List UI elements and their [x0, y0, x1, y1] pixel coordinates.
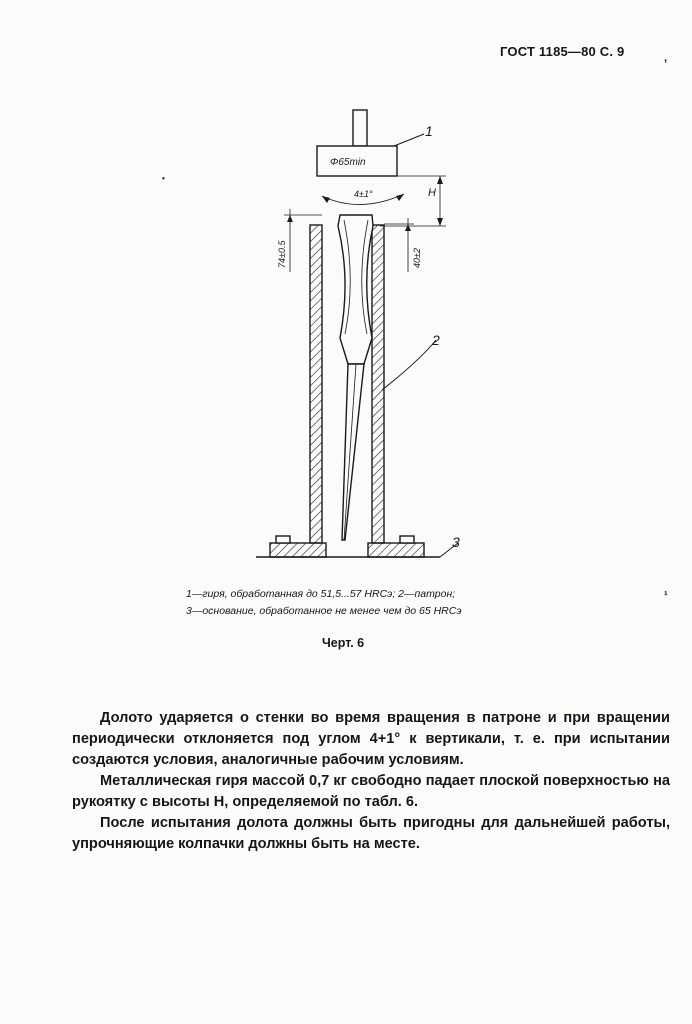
paragraph: После испытания долота должны быть пригодны для дальнейшей работы, упрочняющие колпачки должны быть на месте. — [72, 815, 670, 852]
figure-caption — [186, 586, 606, 620]
figure-title: Черт. 6 — [322, 636, 365, 650]
dim-right-label: 40±2 — [412, 248, 422, 268]
caption-line: 1—гиря, обработанная до 51,5...57 HRCэ; 2—патрон; — [186, 588, 456, 600]
body-text — [72, 708, 670, 855]
stray-mark: ¹ — [664, 590, 668, 602]
caption-line: 3—основание, обработанное не менее чем до 65 HRCэ — [186, 605, 462, 617]
height-H-label: H — [428, 187, 436, 199]
callout-1: 1 — [425, 123, 433, 139]
dim-left-label: 74±0.5 — [277, 240, 287, 268]
paragraph: Металлическая гиря массой 0,7 кг свободно падает плоской поверхностью на рукоятку с высоты H, определяемой по табл. 6. — [72, 773, 670, 810]
stray-mark: , — [664, 52, 668, 64]
paragraph: Долото ударяется о стенки во время вращения в патроне и при вращении периодически отклоняется под углом 4+1° к вертикали, т. е. при испытании создаются условия, аналогичные рабочим условиям. — [72, 710, 670, 768]
callout-3: 3 — [452, 534, 460, 550]
callout-2: 2 — [432, 332, 440, 348]
stray-mark: • — [162, 174, 165, 183]
page-header: ГОСТ 1185—80 С. 9 — [500, 44, 625, 59]
angle-label: 4±1° — [354, 189, 373, 199]
weight-diameter-label: Φ65min — [330, 157, 366, 168]
chisel — [338, 215, 373, 540]
